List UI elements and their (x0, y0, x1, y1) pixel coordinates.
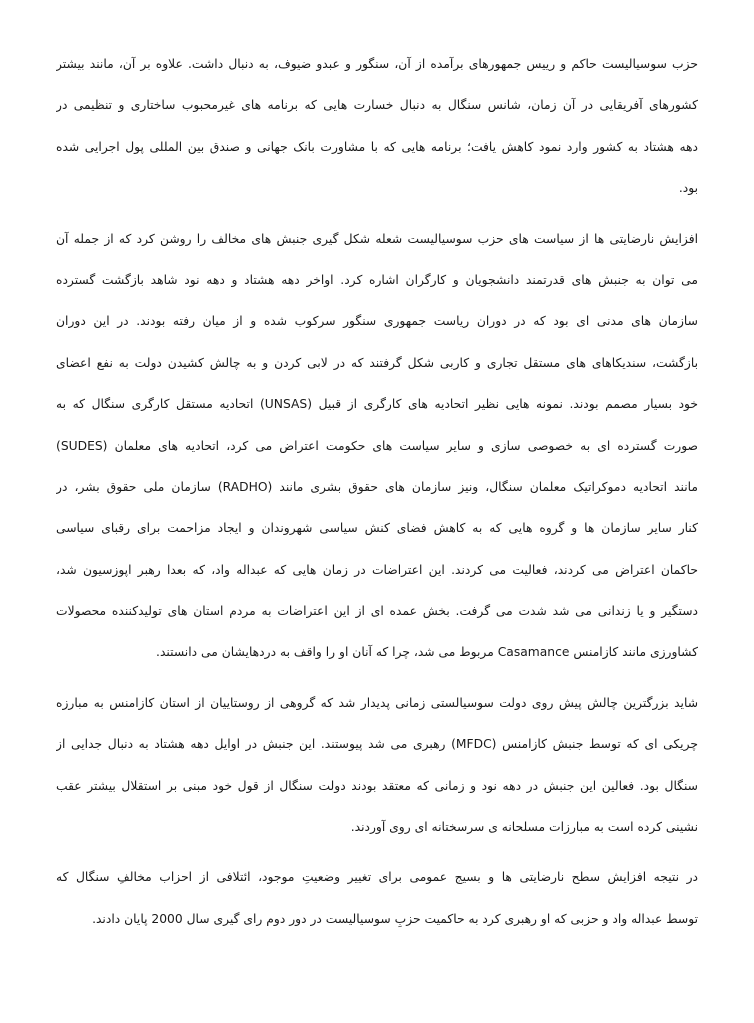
text-line: حاکمان اعتراض می کردند، فعالیت می کردند. این اعتراضات در زمان هایی که عبداله واد، که بعدا رهبر اپوزسیون شد، (56, 562, 698, 577)
text-line: کشاورزی مانند کازامنس Casamance مربوط می شد، چرا که آنان او را واقف به دردهایشان می دانستند. (156, 645, 698, 660)
text-line: سنگال بود. فعالین این جنبش در دهه نود و زمانی که معتقد بودند دولت سنگال از قول خود مبنی بر استقلال بیشتر عقب (56, 778, 698, 793)
text-line: افزایش نارضایتی ها از سیاست های حزب سوسیالیست شعله شکل گیری جنبش های مخالف را روشن کرد که از جمله آن (56, 231, 698, 246)
paragraph-3 (56, 683, 698, 849)
text-line: کشورهای آفریقایی در آن زمان، شانس سنگال به دنبال خسارت هایی که برنامه های غیرمحبوب ساختاری و تنظیمی در (56, 98, 698, 113)
paragraph-4 (56, 857, 698, 940)
text-line: شاید بزرگترین چالش پیش روی دولت سوسیالستی زمانی پدیدار شد که گروهی از روستاییان از استان کازامنس به مبارزه (56, 695, 698, 710)
document-page (56, 44, 698, 940)
paragraph-1 (56, 44, 698, 210)
text-line: نشینی کرده است به مبارزات مسلحانه ی سرسختانه ای روی آوردند. (350, 820, 698, 835)
text-line: دهه هشتاد به کشور وارد نمود کاهش یافت؛ برنامه هایی که با مشاورت بانک جهانی و صندق بین المللی پول اجرایی شده (56, 139, 698, 154)
paragraph-gap (56, 210, 698, 219)
text-line: بازگشت، سندیکاهای های مستقل تجاری و کاربی شکل گرفتند که در لابی کردن و به چالش کشیدن دولت به نفع اعضای (56, 355, 698, 370)
paragraph-gap (56, 674, 698, 683)
text-line: کنار سایر سازمان ها و گروه هایی که به کاهش فضای کنش سیاسی شهروندان و ایجاد مزاحمت برای رقبای سیاسی (56, 521, 698, 536)
text-line: خود بسیار مصمم بودند. نمونه هایی نظیر اتحادیه های کارگری از قبیل (UNSAS) اتحادیه مستقل کارگری سنگال که به (56, 397, 698, 412)
text-line: حزب سوسیالیست حاکم و رییس جمهورهای برآمده از آن، سنگور و عبدو ضیوف، به دنبال داشت. علاوه بر آن، مانند بیشتر (56, 57, 698, 71)
text-line: دستگیر و یا زندانی می شد شدت می گرفت. بخش عمده ای از این اعتراضات به مردم استان های تولیدکننده محصولات (56, 604, 698, 619)
text-line: چریکی ای که توسط جنبش کازامنس (MFDC) رهبری می شد پیوستند. این جنبش در اوایل دهه هشتاد به دنبال جدایی از (56, 737, 698, 752)
paragraph-gap (56, 848, 698, 857)
text-line: صورت گسترده ای به خصوصی سازی و سایر سیاست های حکومت اعتراض می کرد، اتحادیه های معلمان (SUDES) (56, 438, 698, 453)
text-line: می توان به جنبش های قدرتمند دانشجویان و کارگران اشاره کرد. اواخر دهه هشتاد و دهه نود شاهد بازگشت گسترده (56, 272, 698, 287)
text-line: بود. (678, 181, 698, 196)
text-line: در نتیجه افزایش سطح نارضایتی ها و بسیج عمومی برای تغییر وضعیتِ موجود، ائتلافی از احزاب مخالفِ سنگال که (56, 870, 698, 885)
text-line: مانند اتحادیه دموکراتیک معلمان سنگال، ونیز سازمان های حقوق بشری مانند (RADHO) سازمان ملی حقوق بشر، در (56, 479, 698, 494)
text-line: سازمان های مدنی ای بود که در دوران ریاست جمهوری سنگور سرکوب شده و از میان رفته بودند. در این دوران (56, 314, 698, 329)
text-line: توسط عبداله واد و حزبی که او رهبری کرد به حاکمیت حزبِ سوسیالیست در دور دوم رای گیری سال 2000 پایان دادند. (92, 911, 698, 926)
paragraph-2 (56, 219, 698, 674)
